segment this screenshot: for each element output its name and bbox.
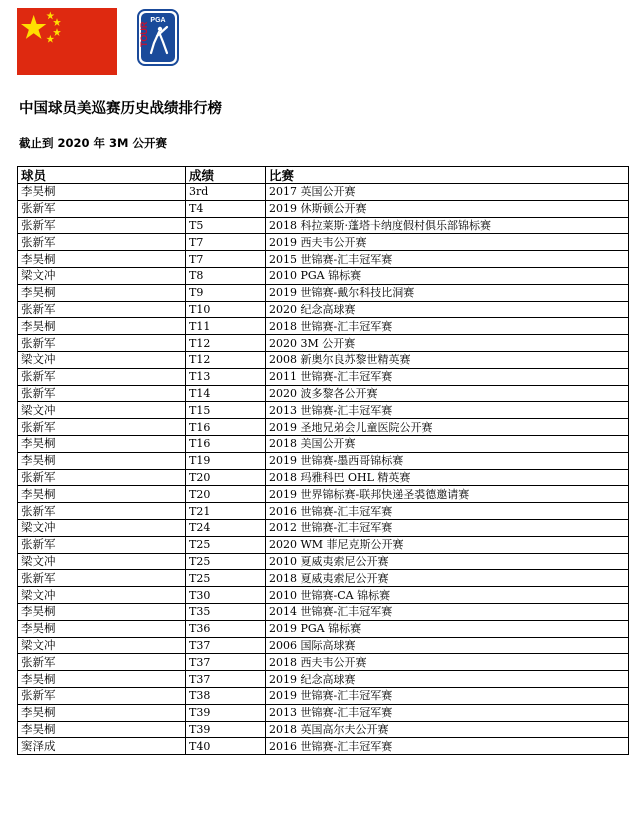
result-cell: T20 <box>186 486 266 503</box>
event-cell: 2016 世锦赛-汇丰冠军赛 <box>266 738 629 755</box>
player-cell: 李昊桐 <box>18 620 186 637</box>
china-flag-icon <box>17 8 117 75</box>
result-cell: T14 <box>186 385 266 402</box>
event-cell: 2010 夏威夷索尼公开赛 <box>266 553 629 570</box>
table-row <box>18 620 629 637</box>
result-cell: T12 <box>186 351 266 368</box>
result-cell: T20 <box>186 469 266 486</box>
event-cell: 2011 世锦赛-汇丰冠军赛 <box>266 368 629 385</box>
result-cell: T39 <box>186 721 266 738</box>
event-cell: 2010 世锦赛-CA 锦标赛 <box>266 587 629 604</box>
page-subtitle: 截止到 2020 年 3M 公开赛 <box>19 136 167 150</box>
player-cell: 李昊桐 <box>18 318 186 335</box>
player-cell: 张新军 <box>18 570 186 587</box>
pga-tour-logo <box>137 9 179 66</box>
player-cell: 张新军 <box>18 687 186 704</box>
table-row <box>18 519 629 536</box>
event-cell: 2019 圣地兄弟会儿童医院公开赛 <box>266 419 629 436</box>
event-cell: 2018 世锦赛-汇丰冠军赛 <box>266 318 629 335</box>
table-row <box>18 335 629 352</box>
result-cell: T25 <box>186 536 266 553</box>
player-cell: 张新军 <box>18 536 186 553</box>
result-cell: T4 <box>186 200 266 217</box>
table-row <box>18 486 629 503</box>
result-cell: T38 <box>186 687 266 704</box>
table-row <box>18 217 629 234</box>
table-row <box>18 284 629 301</box>
player-cell: 梁文冲 <box>18 553 186 570</box>
player-cell: 梁文冲 <box>18 587 186 604</box>
event-cell: 2020 纪念高球赛 <box>266 301 629 318</box>
player-cell: 李昊桐 <box>18 486 186 503</box>
result-cell: T36 <box>186 620 266 637</box>
event-cell: 2019 世锦赛-戴尔科技比洞赛 <box>266 284 629 301</box>
event-cell: 2013 世锦赛-汇丰冠军赛 <box>266 402 629 419</box>
event-cell: 2014 世锦赛-汇丰冠军赛 <box>266 603 629 620</box>
table-row <box>18 704 629 721</box>
result-cell: T9 <box>186 284 266 301</box>
player-cell: 李昊桐 <box>18 603 186 620</box>
table-row <box>18 553 629 570</box>
player-cell: 李昊桐 <box>18 251 186 268</box>
event-cell: 2016 世锦赛-汇丰冠军赛 <box>266 503 629 520</box>
player-cell: 张新军 <box>18 301 186 318</box>
player-cell: 张新军 <box>18 385 186 402</box>
table-row <box>18 503 629 520</box>
player-cell: 梁文冲 <box>18 402 186 419</box>
result-cell: T10 <box>186 301 266 318</box>
player-cell: 梁文冲 <box>18 267 186 284</box>
player-cell: 张新军 <box>18 234 186 251</box>
result-cell: T5 <box>186 217 266 234</box>
table-row <box>18 234 629 251</box>
result-cell: T11 <box>186 318 266 335</box>
event-cell: 2013 世锦赛-汇丰冠军赛 <box>266 704 629 721</box>
result-cell: T25 <box>186 570 266 587</box>
result-cell: T30 <box>186 587 266 604</box>
event-cell: 2019 世锦赛-汇丰冠军赛 <box>266 687 629 704</box>
event-cell: 2018 英国高尔夫公开赛 <box>266 721 629 738</box>
event-cell: 2018 西夫韦公开赛 <box>266 654 629 671</box>
table-row <box>18 435 629 452</box>
column-header-player: 球员 <box>18 167 186 184</box>
event-cell: 2019 PGA 锦标赛 <box>266 620 629 637</box>
result-cell: T37 <box>186 637 266 654</box>
result-cell: T16 <box>186 419 266 436</box>
event-cell: 2019 世锦赛-墨西哥锦标赛 <box>266 452 629 469</box>
table-row <box>18 637 629 654</box>
player-cell: 李昊桐 <box>18 284 186 301</box>
player-cell: 梁文冲 <box>18 519 186 536</box>
player-cell: 李昊桐 <box>18 184 186 201</box>
player-cell: 窦泽成 <box>18 738 186 755</box>
table-row <box>18 603 629 620</box>
table-row <box>18 587 629 604</box>
event-cell: 2006 国际高球赛 <box>266 637 629 654</box>
table-row <box>18 351 629 368</box>
svg-text:PGA: PGA <box>150 17 166 24</box>
table-row <box>18 184 629 201</box>
player-cell: 张新军 <box>18 217 186 234</box>
svg-text:TOUR: TOUR <box>139 21 149 47</box>
result-cell: T19 <box>186 452 266 469</box>
table-row <box>18 452 629 469</box>
table-row <box>18 687 629 704</box>
table-row <box>18 368 629 385</box>
result-cell: T15 <box>186 402 266 419</box>
player-cell: 梁文冲 <box>18 351 186 368</box>
player-cell: 李昊桐 <box>18 452 186 469</box>
column-header-event: 比赛 <box>266 167 629 184</box>
table-row <box>18 301 629 318</box>
result-cell: T21 <box>186 503 266 520</box>
event-cell: 2018 夏威夷索尼公开赛 <box>266 570 629 587</box>
table-row <box>18 738 629 755</box>
result-cell: T7 <box>186 251 266 268</box>
result-cell: T16 <box>186 435 266 452</box>
player-cell: 张新军 <box>18 335 186 352</box>
event-cell: 2018 玛雅科巴 OHL 精英赛 <box>266 469 629 486</box>
column-header-result: 成绩 <box>186 167 266 184</box>
table-row <box>18 536 629 553</box>
result-cell: T40 <box>186 738 266 755</box>
result-cell: T12 <box>186 335 266 352</box>
player-cell: 李昊桐 <box>18 671 186 688</box>
table-row <box>18 721 629 738</box>
result-cell: T39 <box>186 704 266 721</box>
event-cell: 2019 世界锦标赛-联邦快递圣裘德邀请赛 <box>266 486 629 503</box>
table-row <box>18 267 629 284</box>
table-row <box>18 570 629 587</box>
event-cell: 2019 纪念高球赛 <box>266 671 629 688</box>
player-cell: 张新军 <box>18 654 186 671</box>
result-cell: T25 <box>186 553 266 570</box>
player-cell: 李昊桐 <box>18 435 186 452</box>
result-cell: T35 <box>186 603 266 620</box>
event-cell: 2012 世锦赛-汇丰冠军赛 <box>266 519 629 536</box>
event-cell: 2019 西夫韦公开赛 <box>266 234 629 251</box>
result-cell: 3rd <box>186 184 266 201</box>
page-title: 中国球员美巡赛历史战绩排行榜 <box>19 101 222 117</box>
player-cell: 张新军 <box>18 368 186 385</box>
player-cell: 李昊桐 <box>18 704 186 721</box>
event-cell: 2017 英国公开赛 <box>266 184 629 201</box>
ranking-table <box>17 166 629 755</box>
player-cell: 梁文冲 <box>18 637 186 654</box>
player-cell: 张新军 <box>18 469 186 486</box>
event-cell: 2015 世锦赛-汇丰冠军赛 <box>266 251 629 268</box>
table-row <box>18 671 629 688</box>
table-row <box>18 251 629 268</box>
player-cell: 李昊桐 <box>18 721 186 738</box>
table-row <box>18 654 629 671</box>
table-row <box>18 419 629 436</box>
table-row <box>18 469 629 486</box>
event-cell: 2018 美国公开赛 <box>266 435 629 452</box>
event-cell: 2010 PGA 锦标赛 <box>266 267 629 284</box>
event-cell: 2019 休斯顿公开赛 <box>266 200 629 217</box>
player-cell: 张新军 <box>18 419 186 436</box>
player-cell: 张新军 <box>18 200 186 217</box>
event-cell: 2008 新奥尔良苏黎世精英赛 <box>266 351 629 368</box>
event-cell: 2018 科拉莱斯·蓬塔卡纳度假村俱乐部锦标赛 <box>266 217 629 234</box>
table-row <box>18 200 629 217</box>
table-row <box>18 402 629 419</box>
result-cell: T7 <box>186 234 266 251</box>
event-cell: 2020 波多黎各公开赛 <box>266 385 629 402</box>
table-row <box>18 318 629 335</box>
event-cell: 2020 WM 菲尼克斯公开赛 <box>266 536 629 553</box>
result-cell: T37 <box>186 671 266 688</box>
result-cell: T8 <box>186 267 266 284</box>
table-header-row <box>18 167 629 184</box>
event-cell: 2020 3M 公开赛 <box>266 335 629 352</box>
result-cell: T13 <box>186 368 266 385</box>
result-cell: T24 <box>186 519 266 536</box>
table-row <box>18 385 629 402</box>
result-cell: T37 <box>186 654 266 671</box>
player-cell: 张新军 <box>18 503 186 520</box>
